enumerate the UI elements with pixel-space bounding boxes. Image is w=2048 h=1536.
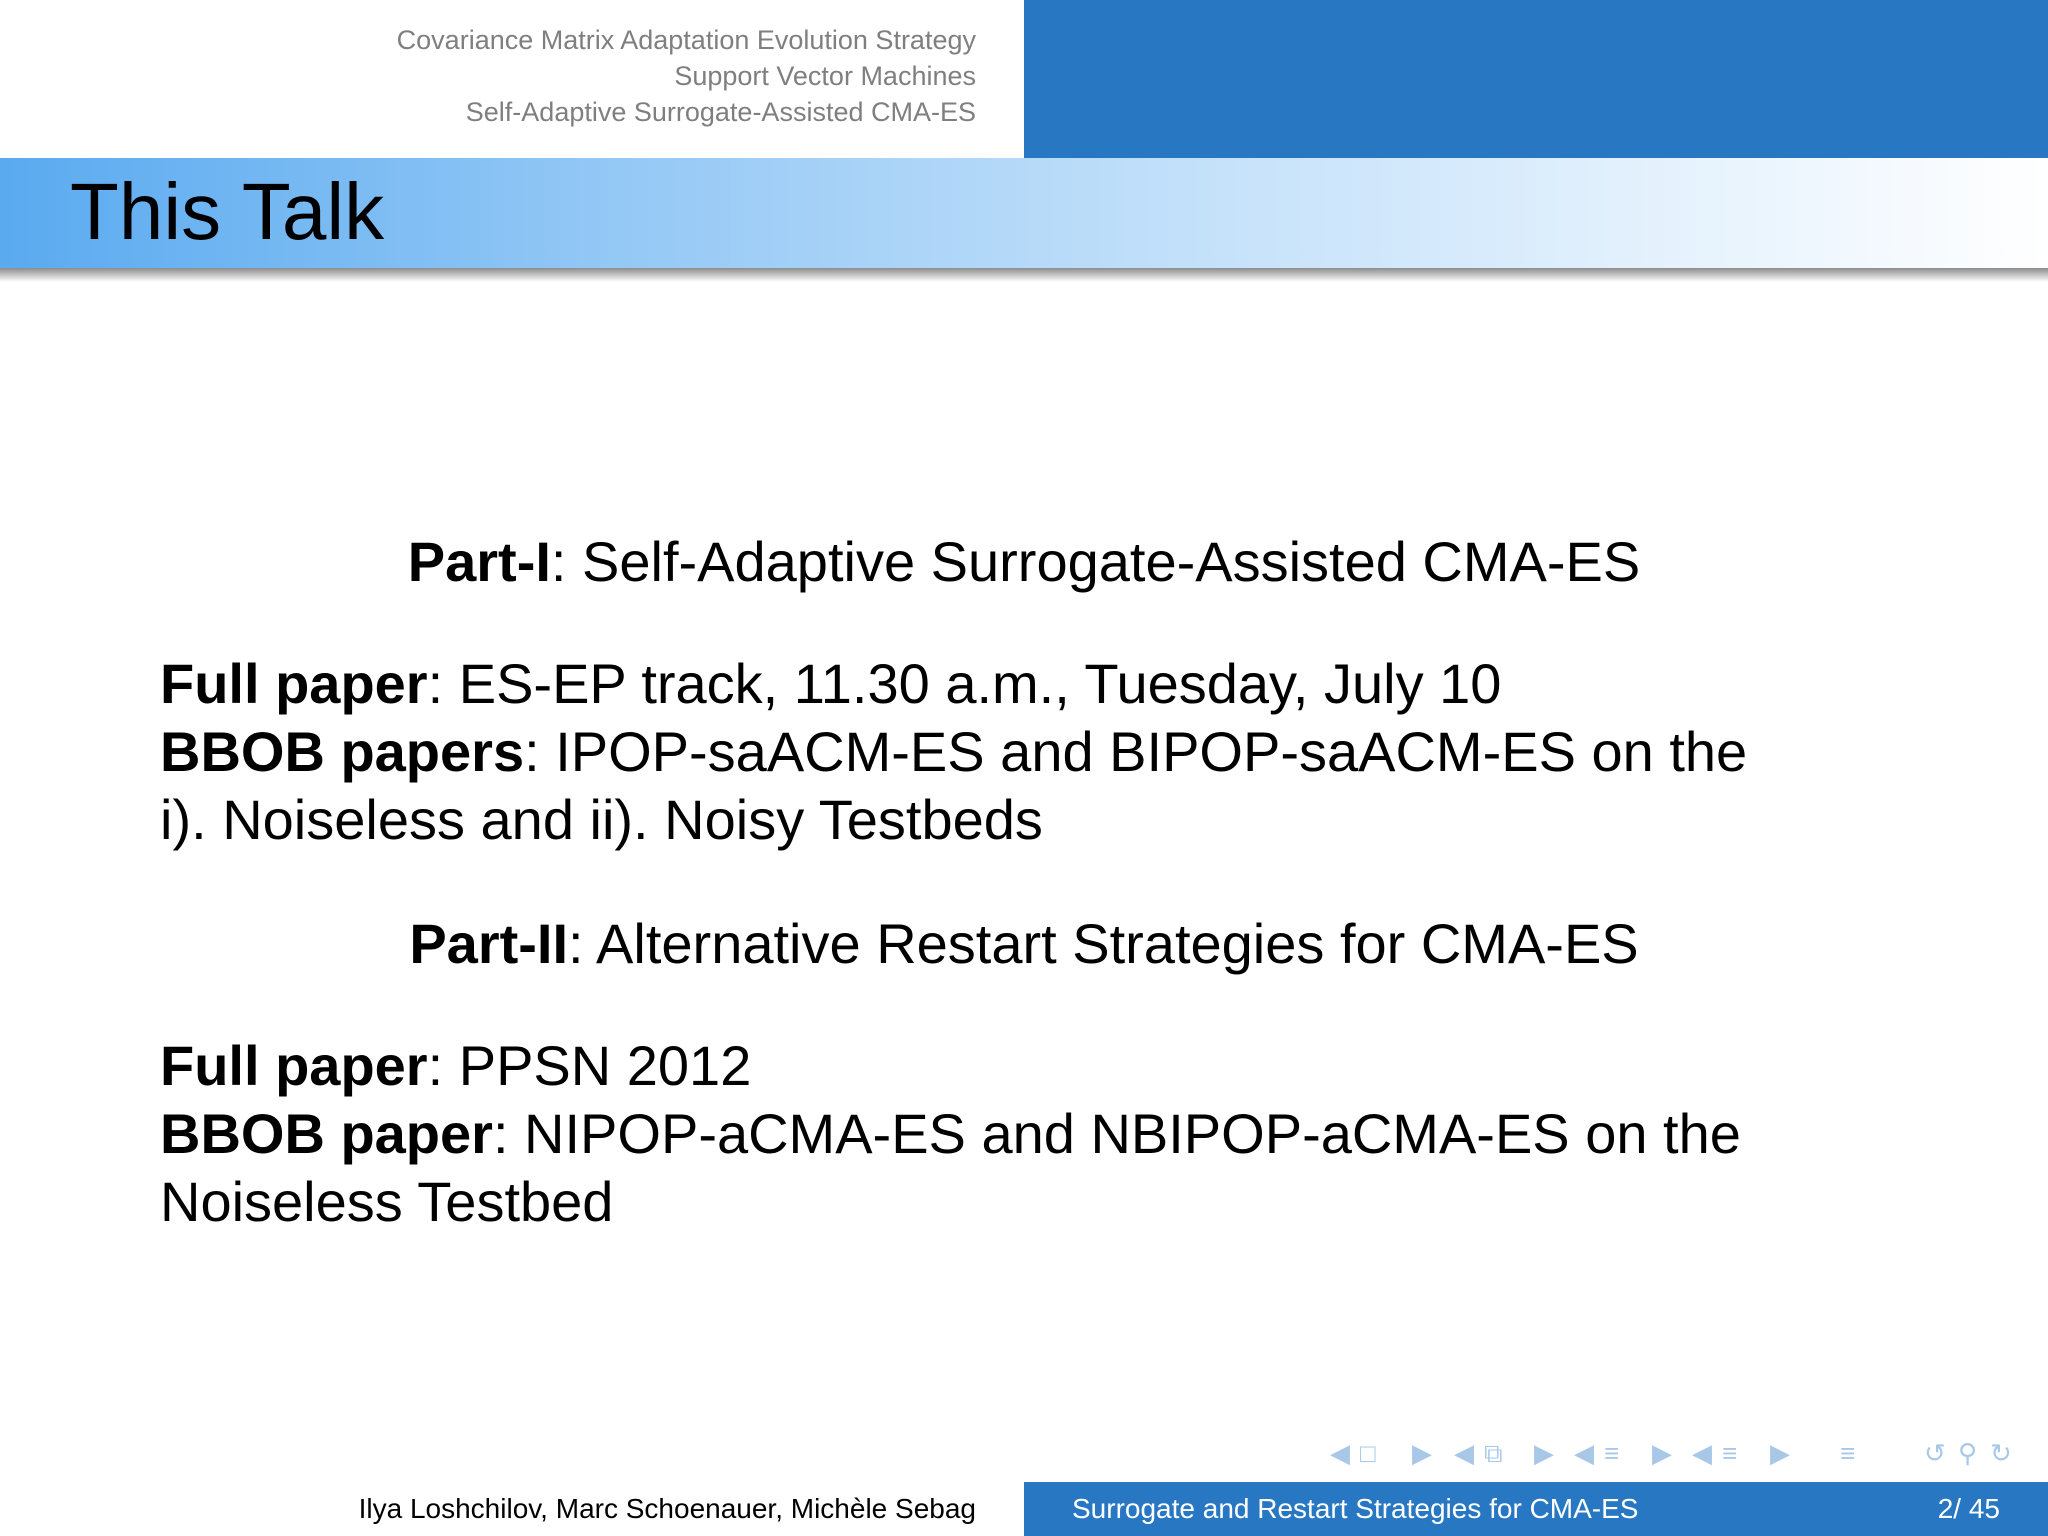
footer-authors: Ilya Loshchilov, Marc Schoenauer, Michèle Sebag [358,1493,976,1524]
footer-page-number: 2/ 45 [1937,1493,2000,1524]
part1-full-paper-line [160,650,1920,718]
nav-frame-icon[interactable]: ⧉ [1484,1438,1503,1468]
part1-bbob-line-cont: i). Noiseless and ii). Noisy Testbeds [160,788,1043,851]
part1-details [160,650,1920,854]
nav-slide-icon[interactable]: □ [1360,1438,1376,1468]
nav-back-icon[interactable]: ↺ [1924,1438,1946,1468]
part1-label: Part-I [407,530,551,593]
footer-talk-title: Surrogate and Restart Strategies for CMA-ES [1072,1493,1639,1524]
section-navigation [24,22,1024,130]
nav-prev-subsection-arrow-icon[interactable]: ◀ [1574,1438,1594,1468]
header-left-panel [0,0,1024,158]
footer-left-panel [0,1482,1024,1536]
part1-text: : Self-Adaptive Surrogate-Assisted CMA-ES [550,530,1641,593]
section-link-cmaes[interactable]: Covariance Matrix Adaptation Evolution Strategy [396,25,976,55]
nav-prev-slide-arrow-icon[interactable]: ◀ [1330,1438,1350,1468]
part2-heading [0,910,2048,978]
nav-subsection-icon[interactable]: ≡ [1604,1438,1620,1468]
part2-bbob-label: BBOB paper [160,1102,493,1165]
nav-forward-icon[interactable]: ↻ [1990,1438,2012,1468]
nav-prev-frame-arrow-icon[interactable]: ◀ [1454,1438,1474,1468]
section-link-saacm[interactable]: Self-Adaptive Surrogate-Assisted CMA-ES [465,97,976,127]
nav-prev-section-arrow-icon[interactable]: ◀ [1692,1438,1712,1468]
part1-heading [0,528,2048,596]
part1-full-paper-text: : ES-EP track, 11.30 a.m., Tuesday, July 10 [427,652,1502,715]
nav-next-slide-arrow-icon[interactable]: ▶ [1412,1438,1432,1468]
part1-bbob-line [160,718,1920,786]
nav-section-icon[interactable]: ≡ [1722,1438,1738,1468]
frame-title: This Talk [70,167,385,256]
part2-bbob-text: : NIPOP-aCMA-ES and NBIPOP-aCMA-ES on the [492,1102,1741,1165]
part2-details [160,1032,1920,1236]
section-link-svm[interactable]: Support Vector Machines [674,61,976,91]
frame-title-shadow [0,268,2048,282]
part2-bbob-line [160,1100,1920,1168]
part2-label: Part-II [409,912,569,975]
nav-next-subsection-arrow-icon[interactable]: ▶ [1652,1438,1672,1468]
part1-bbob-text: : IPOP-saACM-ES and BIPOP-saACM-ES on the [524,720,1748,783]
nav-document-icon[interactable]: ≡ [1840,1438,1856,1468]
footer-right-panel [1024,1482,2048,1536]
part2-bbob-line-cont: Noiseless Testbed [160,1170,614,1233]
part2-full-paper-label: Full paper [160,1034,428,1097]
nav-search-icon[interactable]: ⚲ [1958,1438,1978,1468]
part2-text: : Alternative Restart Strategies for CMA-ES [568,912,1639,975]
part1-bbob-label: BBOB papers [160,720,525,783]
part2-full-paper-line [160,1032,1920,1100]
part2-full-paper-text: : PPSN 2012 [427,1034,752,1097]
nav-next-frame-arrow-icon[interactable]: ▶ [1534,1438,1554,1468]
nav-next-section-arrow-icon[interactable]: ▶ [1770,1438,1790,1468]
header-right-panel [1024,0,2048,158]
part1-full-paper-label: Full paper [160,652,428,715]
navigation-symbols [1330,1436,2020,1470]
